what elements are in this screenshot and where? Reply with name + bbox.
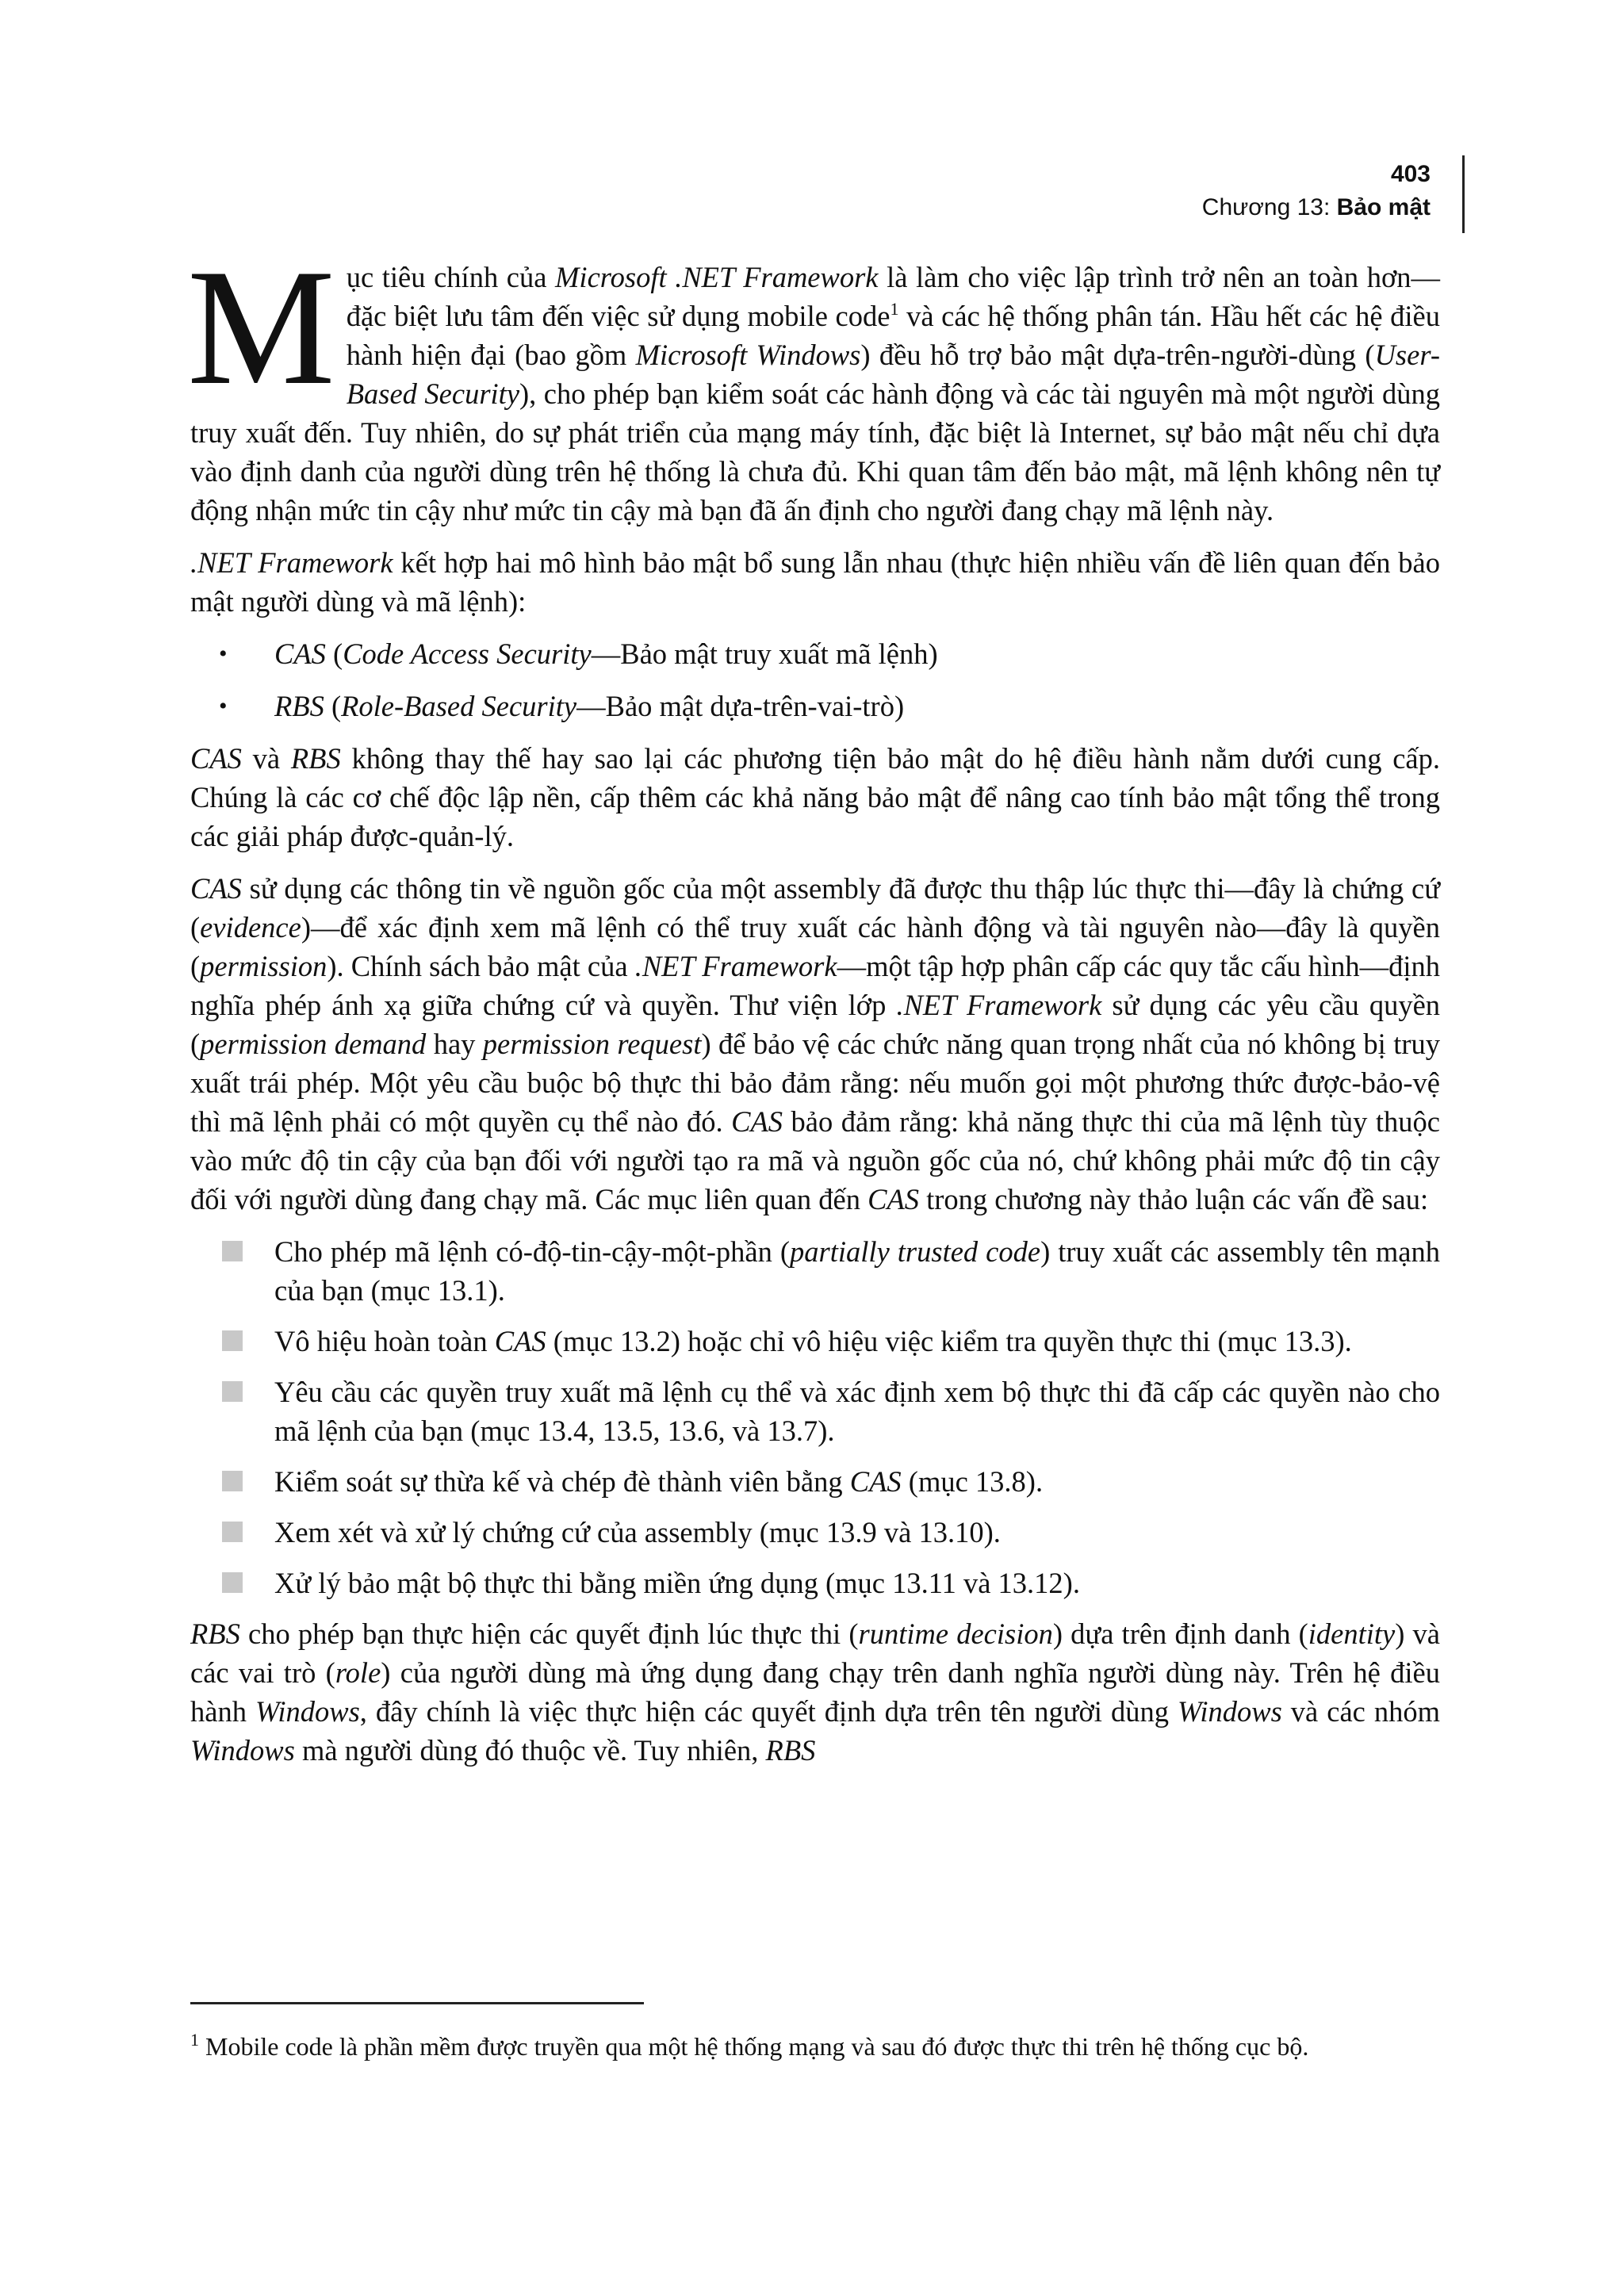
text-run: Vô hiệu hoàn toàn [274,1325,495,1357]
text-run: ) dựa trên định danh ( [1052,1617,1308,1650]
square-bullet-icon [222,1522,243,1542]
list-item [190,1372,1440,1450]
page-header [1202,159,1450,225]
text-run: ( [325,637,343,670]
italic-run: CAS [731,1105,783,1138]
italic-run: CAS [274,637,326,670]
text-run: ) và các vai trò ( [190,1617,1440,1689]
italic-run: evidence [200,911,301,944]
italic-run: Windows [255,1695,360,1728]
italic-run: Code Access Security [343,637,592,670]
text-run: ( [324,690,342,722]
text-run: )—để xác định xem mã lệnh có thể truy xuất các hành động và tài nguyên nào—đây là quyền ( [190,911,1440,982]
body-text [187,235,1441,1783]
text-run: ) để bảo vệ các chức năng quan trọng nhất của nó không bị truy xuất trái phép. Một yêu cầu buộc bộ thực thi bảo đảm rằng: nếu muốn gọi một phương thức được-bảo-vệ thì mã lệnh phải có một quyền cụ thể nào đó. [190,1028,1440,1138]
header-rule [1462,155,1465,233]
text-run: không thay thế hay sao lại các phương tiện bảo mật do hệ điều hành nằm dưới cung cấp. Chúng là các cơ chế độc lập nền, cấp thêm các khả năng bảo mật để nâng cao tính bảo mật tổng thể trong các giải pháp được-quản-lý. [190,742,1441,852]
italic-run: RBS [274,690,324,722]
bullet-list [190,634,1440,725]
list-item [190,634,1440,673]
square-bullet-icon [222,1471,243,1491]
text-run: —Bảo mật dựa-trên-vai-trò) [576,690,905,722]
italic-run: permission [200,950,327,982]
italic-run: Microsoft Windows [635,339,861,371]
italic-run: RBS [765,1734,816,1767]
text-run: —một tập hợp phân cấp các quy tắc cấu hình—định nghĩa phép ánh xạ giữa chứng cứ và quyền. Thư viện lớp [190,950,1440,1021]
text-run: mà người dùng đó thuộc về. Tuy nhiên, [294,1734,766,1767]
footnote-separator [190,2002,644,2004]
text-run: và các nhóm [1281,1695,1440,1728]
text-run: hay [426,1028,483,1060]
text-run: bảo đảm rằng: khả năng thực thi của mã lệnh tùy thuộc vào mức độ tin cậy của bạn đối với người tạo ra mã và nguồn gốc của nó, chứ không phải mức độ tin cậy đối với người dùng đang chạy mã. Các mục liên quan đến [190,1105,1440,1215]
chapter-heading [1202,190,1431,225]
text-run: Yêu cầu các quyền truy xuất mã lệnh cụ thể và xác định xem bộ thực thi đã cấp các quyền nào cho mã lệnh của bạn (mục 13.4, 13.5, 13.6, và 13.7). [274,1376,1440,1447]
drop-cap: M [187,235,335,419]
text-run: là làm cho việc lập trình trở nên an toàn hơn—đặc biệt lưu tâm đến việc sử dụng mobile code [346,261,1440,332]
italic-run: partially trusted code [790,1235,1041,1268]
text-run: ). Chính sách bảo mật của [327,950,635,982]
bullet-icon: • [219,641,228,667]
italic-run: role [335,1656,381,1689]
italic-run: .NET Framework [190,546,393,579]
italic-run: CAS [868,1183,920,1215]
italic-run: Windows [1177,1695,1282,1728]
italic-run: CAS [849,1465,902,1498]
text-run: cho phép bạn thực hiện các quyết định lúc thực thi ( [239,1617,859,1650]
italic-run: Windows [190,1734,295,1767]
chapter-title: Bảo mật [1336,194,1431,220]
text-run: ) truy xuất các assembly tên mạnh của bạn (mục 13.1). [274,1235,1440,1307]
text-run: kết hợp hai mô hình bảo mật bổ sung lẫn nhau (thực hiện nhiều vấn đề liên quan đến bảo mật người dùng và mã lệnh): [190,546,1441,618]
bullet-icon: • [219,693,228,719]
list-item [190,1513,1440,1552]
italic-run: CAS [190,742,242,775]
text-run: trong chương này thảo luận các vấn đề sau: [919,1183,1429,1215]
text-run: —Bảo mật truy xuất mã lệnh) [591,637,938,670]
text-run: Kiểm soát sự thừa kế và chép đè thành viên bằng [274,1465,850,1498]
text-run: , đây chính là việc thực hiện các quyết định dựa trên tên người dùng [359,1695,1178,1728]
paragraph-cas [190,869,1440,1219]
text-run: ) của người dùng mà ứng dụng đang chạy trên danh nghĩa người dùng này. Trên hệ điều hành [190,1656,1440,1728]
text-run: ), cho phép bạn kiểm soát các hành động và các tài nguyên mà một người dùng truy xuất đến. Tuy nhiên, do sự phát triển của mạng máy tính, đặc biệt là Internet, sự bảo mật nếu chỉ dựa vào định danh của người dùng trên hệ thống là chưa đủ. Khi quan tâm đến bảo mật, mã lệnh không nên tự động nhận mức tin cậy như mức tin cậy mà bạn đã ấn định cho người đang chạy mã lệnh này. [190,377,1441,526]
list-item [190,1462,1440,1501]
italic-run: permission demand [200,1028,427,1060]
list-item [190,1232,1440,1310]
italic-run: CAS [190,872,242,905]
text-run: Xem xét và xử lý chứng cứ của assembly (mục 13.9 và 13.10). [274,1516,1001,1548]
italic-run: .NET Framework [634,950,837,982]
page-number: 403 [1390,161,1431,187]
text-run: và các hệ thống phân tán. Hầu hết các hệ điều hành hiện đại (bao gồm [346,300,1440,371]
square-bullet-icon [222,1241,243,1261]
footnote-text: Mobile code là phần mềm được truyền qua một hệ thống mạng và sau đó được thực thi trên hệ thống cục bộ. [199,2032,1309,2061]
square-bullet-icon [222,1381,243,1402]
text-run: Xử lý bảo mật bộ thực thi bằng miền ứng dụng (mục 13.11 và 13.12). [274,1567,1080,1599]
italic-run: permission request [482,1028,702,1060]
square-bullet-icon [222,1572,243,1593]
text-run: sử dụng các yêu cầu quyền ( [190,989,1441,1060]
list-item [190,1322,1440,1361]
italic-run: CAS [494,1325,546,1357]
italic-run: RBS [290,742,341,775]
paragraph-models [190,543,1440,621]
paragraph-cas-rbs [190,739,1440,856]
list-item [190,687,1440,725]
text-run: sử dụng các thông tin về nguồn gốc của một assembly đã được thu thập lúc thực thi—đây là chứng cứ ( [190,872,1440,944]
italic-run: User-Based Security [346,339,1440,410]
list-item [190,1564,1440,1602]
text-run: và [241,742,291,775]
text-run: (mục 13.8). [901,1465,1044,1498]
italic-run: runtime decision [858,1617,1053,1650]
footnote [190,2030,1440,2063]
italic-run: Microsoft .NET Framework [555,261,879,293]
text-run: Cho phép mã lệnh có-độ-tin-cậy-một-phần ( [274,1235,791,1268]
paragraph-rbs [190,1614,1440,1770]
text-run: ục tiêu chính của [346,261,556,293]
footnote-number: 1 [190,2030,199,2050]
italic-run: identity [1308,1617,1396,1650]
footnote-reference[interactable]: 1 [890,299,899,319]
square-bullet-icon [222,1330,243,1351]
text-run: ) đều hỗ trợ bảo mật dựa-trên-người-dùng ( [860,339,1375,371]
italic-run: RBS [190,1617,240,1650]
italic-run: .NET Framework [896,989,1102,1021]
intro-paragraph [187,235,1441,530]
chapter-label: Chương 13: [1201,194,1331,220]
italic-run: Role-Based Security [341,690,577,722]
text-run: (mục 13.2) hoặc chỉ vô hiệu việc kiểm tra quyền thực thi (mục 13.3). [546,1325,1352,1357]
square-bullet-list [190,1232,1440,1602]
